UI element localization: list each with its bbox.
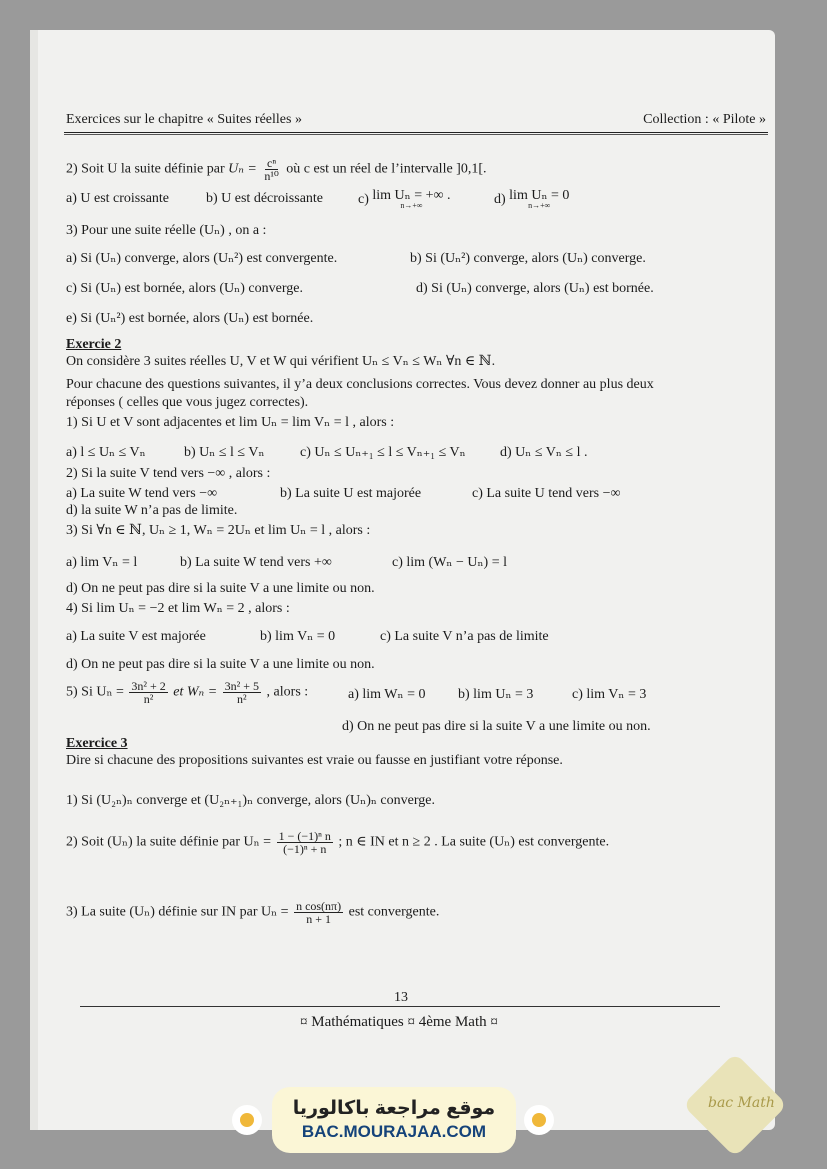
- ex2-q1a: a) l ≤ Uₙ ≤ Vₙ: [66, 445, 146, 460]
- page-edge: [30, 30, 38, 1130]
- ex1-q3c: c) Si (Uₙ) est bornée, alors (Uₙ) converge.: [66, 281, 303, 296]
- ex2-title: Exercie 2: [66, 337, 122, 352]
- ex2-q1c: c) Uₙ ≤ Uₙ₊₁ ≤ l ≤ Vₙ₊₁ ≤ Vₙ: [300, 445, 466, 460]
- header-collection: Collection : « Pilote »: [643, 112, 766, 127]
- ex2-q5b: b) lim Uₙ = 3: [458, 687, 534, 702]
- ex1-q2-fraction: $\frac{\text{cⁿ}}{\text{n¹⁰}}$: [264, 156, 279, 183]
- ex2-intro-2: Pour chacune des questions suivantes, il y’a deux conclusions correctes. Vous devez donner au plus deux: [66, 377, 654, 392]
- ex2-q3c: c) lim (Wₙ − Uₙ) = l: [392, 555, 507, 570]
- ex2-q4b: b) lim Vₙ = 0: [260, 629, 336, 644]
- site-banner[interactable]: [272, 1087, 516, 1153]
- right-logo-icon: [524, 1105, 554, 1135]
- ex2-q4: 4) Si lim Uₙ = −2 et lim Wₙ = 2 , alors :: [66, 601, 290, 616]
- ex2-q5-un-fraction: $\frac{\text{3n² + 2}}{\text{n²}}$: [131, 679, 166, 706]
- banner-url[interactable]: BAC.MOURAJAA.COM: [301, 1122, 487, 1141]
- ex1-q3: 3) Pour une suite réelle (Uₙ) , on a :: [66, 223, 267, 238]
- header-rule-2: [64, 134, 768, 135]
- ex2-q2d: d) la suite W n’a pas de limite.: [66, 503, 238, 518]
- ex3-q1: 1) Si (U₂ₙ)ₙ converge et (U₂ₙ₊₁)ₙ converge, alors (Uₙ)ₙ converge.: [66, 793, 435, 808]
- ex1-q3e: e) Si (Uₙ²) est bornée, alors (Uₙ) est bornée.: [66, 311, 314, 326]
- ex2-q4a: a) La suite V est majorée: [66, 629, 206, 644]
- ex2-q5: 5) Si Uₙ = $\frac{\text{3n² + 2}}{\text{n²}}$ et Wₙ = $\frac{\text{3n² + 5}}{\text{n²}}$ , alors :: [66, 679, 309, 706]
- ex1-q3b: b) Si (Uₙ²) converge, alors (Uₙ) converge.: [410, 251, 646, 266]
- ex2-q5d: d) On ne peut pas dire si la suite V a une limite ou non.: [342, 719, 651, 734]
- ex2-q5c: c) lim Vₙ = 3: [572, 687, 647, 702]
- ex3-q2: 2) Soit (Uₙ) la suite définie par Uₙ = $\frac{\text{1 − (−1)ⁿ n}}{\text{(−1)ⁿ + n}}$ ; n ∈ IN et n ≥ 2 . La suite (Uₙ) est convergente.: [66, 829, 610, 856]
- page-header: [66, 112, 766, 128]
- ex2-intro-3: réponses ( celles que vous jugez correctes).: [66, 395, 309, 410]
- ex2-q3b: b) La suite W tend vers +∞: [180, 555, 332, 570]
- ex3-intro: Dire si chacune des propositions suivantes est vraie ou fausse en justifiant votre réponse.: [66, 753, 563, 768]
- ex2-q2c: c) La suite U tend vers −∞: [472, 486, 621, 501]
- header-chapter: Exercices sur le chapitre « Suites réelles »: [66, 112, 302, 127]
- ex3-title: Exercice 3: [66, 736, 128, 751]
- ex2-q4c: c) La suite V n’a pas de limite: [380, 629, 549, 644]
- footer-text: ¤ Mathématiques ¤ 4ème Math ¤: [300, 1014, 498, 1030]
- ex2-q3a: a) lim Vₙ = l: [66, 555, 138, 570]
- ex3-q3-fraction: $\frac{\text{n cos(nπ)}}{n + 1}$: [296, 899, 342, 926]
- ex1-q2d: d) lim Uₙ = 0 n→+∞: [494, 188, 570, 210]
- footer-rule: [80, 1006, 720, 1007]
- page-number: 13: [394, 990, 408, 1005]
- badge-text: bac Math: [708, 1095, 775, 1111]
- ex3-q2-fraction: $\frac{\text{1 − (−1)ⁿ n}}{\text{(−1)ⁿ + n}}$: [278, 829, 331, 856]
- ex3-q3: 3) La suite (Uₙ) définie sur IN par Uₙ = $\frac{\text{n cos(nπ)}}{n + 1}$ est convergente.: [66, 899, 440, 926]
- ex1-q2b: b) U est décroissante: [206, 191, 324, 206]
- ex2-q3: 3) Si ∀n ∈ ℕ, Uₙ ≥ 1, Wₙ = 2Uₙ et lim Uₙ = l , alors :: [66, 523, 371, 538]
- ex2-intro-1: On considère 3 suites réelles U, V et W qui vérifient Uₙ ≤ Vₙ ≤ Wₙ ∀n ∈ ℕ.: [66, 354, 496, 369]
- ex2-q1b: b) Uₙ ≤ l ≤ Vₙ: [184, 445, 265, 460]
- ex2-q3d: d) On ne peut pas dire si la suite V a une limite ou non.: [66, 581, 375, 596]
- ex2-q2a: a) La suite W tend vers −∞: [66, 486, 218, 501]
- ex1-q2: 2) Soit U la suite définie par Uₙ = $\frac{\text{cⁿ}}{\text{n¹⁰}}$ où c est un réel de l’intervalle ]0,1[.: [66, 156, 487, 183]
- ex2-q1d: d) Uₙ ≤ Vₙ ≤ l .: [500, 445, 588, 460]
- ex2-q2b: b) La suite U est majorée: [280, 486, 422, 501]
- ex1-q2c: c) lim Uₙ = +∞ . n→+∞: [358, 188, 451, 210]
- ex1-q3d: d) Si (Uₙ) converge, alors (Uₙ) est bornée.: [416, 281, 654, 296]
- left-logo-icon: [232, 1105, 262, 1135]
- ex1-q3a: a) Si (Uₙ) converge, alors (Uₙ²) est convergente.: [66, 251, 338, 266]
- ex2-q1: 1) Si U et V sont adjacentes et lim Uₙ = lim Vₙ = l , alors :: [66, 415, 395, 430]
- banner-arabic: موقع مراجعة باكالوريا: [292, 1098, 496, 1119]
- ex2-q2: 2) Si la suite V tend vers −∞ , alors :: [66, 466, 271, 481]
- header-rule: [64, 132, 768, 133]
- ex2-q5a: a) lim Wₙ = 0: [348, 687, 426, 702]
- ex2-q5-wn-fraction: $\frac{\text{3n² + 5}}{\text{n²}}$: [224, 679, 260, 706]
- ex1-q2a: a) U est croissante: [66, 191, 170, 206]
- ex2-q4d: d) On ne peut pas dire si la suite V a une limite ou non.: [66, 657, 375, 672]
